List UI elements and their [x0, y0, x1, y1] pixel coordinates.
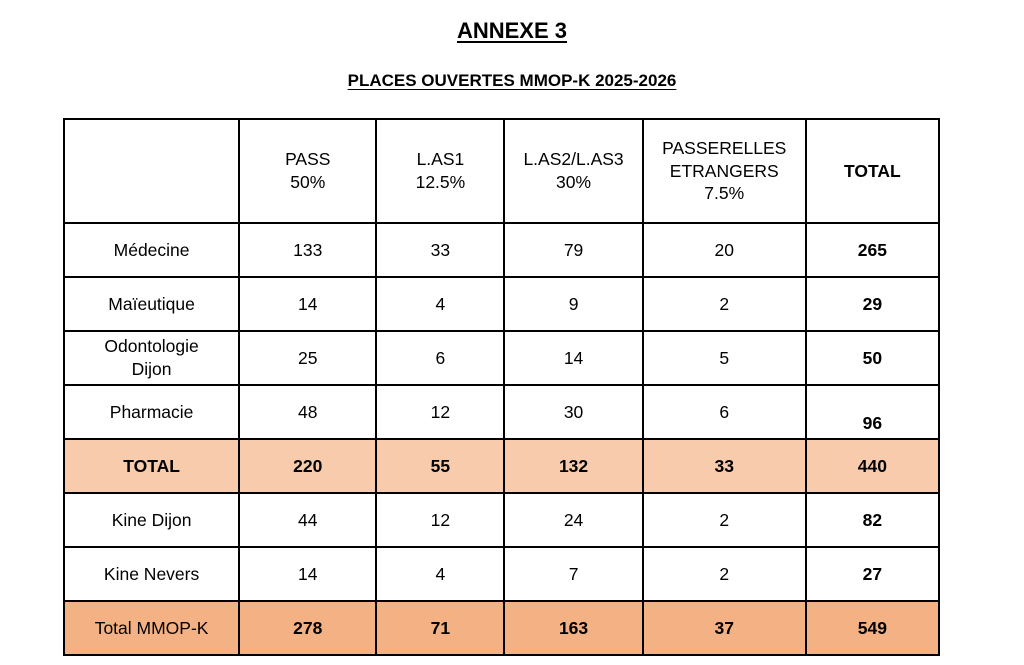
table-row-total-mmopk	[64, 601, 939, 655]
cell-las1: 55	[376, 439, 504, 493]
table-row-medecine	[64, 223, 939, 277]
table-header-row	[64, 119, 939, 223]
document-subtitle: PLACES OUVERTES MMOP-K 2025-2026	[347, 71, 677, 90]
header-total: TOTAL	[806, 119, 939, 223]
row-label-line-1: Odontologie	[104, 336, 199, 357]
table-row-maieutique	[64, 277, 939, 331]
cell-passerelles: 37	[643, 601, 806, 655]
row-label: Kine Nevers	[64, 547, 239, 601]
header-las1-percent: 12.5%	[415, 172, 466, 192]
cell-total: 265	[806, 223, 939, 277]
cell-las1: 6	[376, 331, 504, 385]
cell-pass: 133	[239, 223, 376, 277]
header-corner-cell	[64, 119, 239, 223]
table-row-odontologie	[64, 331, 939, 385]
table-row-total	[64, 439, 939, 493]
cell-total: 549	[806, 601, 939, 655]
row-label: TOTAL	[64, 439, 239, 493]
cell-las23: 30	[504, 385, 642, 439]
cell-total: 29	[806, 277, 939, 331]
header-pass-percent: 50%	[290, 172, 326, 192]
row-label	[64, 331, 239, 385]
cell-las1: 12	[376, 385, 504, 439]
cell-passerelles: 5	[643, 331, 806, 385]
cell-las23: 9	[504, 277, 642, 331]
header-passerelles	[643, 119, 806, 223]
header-las23-label: L.AS2/L.AS3	[523, 149, 624, 170]
table-row-kine-nevers	[64, 547, 939, 601]
cell-passerelles: 6	[643, 385, 806, 439]
header-las1-label: L.AS1	[416, 149, 465, 170]
row-label: Kine Dijon	[64, 493, 239, 547]
row-label: Total MMOP-K	[64, 601, 239, 655]
cell-passerelles: 2	[643, 277, 806, 331]
row-label: Pharmacie	[64, 385, 239, 439]
cell-passerelles: 2	[643, 547, 806, 601]
cell-pass: 14	[239, 277, 376, 331]
cell-las23: 132	[504, 439, 642, 493]
header-passerelles-label-2: ETRANGERS	[669, 160, 779, 181]
document-title: ANNEXE 3	[456, 18, 568, 43]
cell-total: 27	[806, 547, 939, 601]
cell-total: 82	[806, 493, 939, 547]
cell-las23: 79	[504, 223, 642, 277]
header-las23	[504, 119, 642, 223]
table-row-kine-dijon	[64, 493, 939, 547]
cell-pass: 220	[239, 439, 376, 493]
cell-las1: 12	[376, 493, 504, 547]
cell-total: 440	[806, 439, 939, 493]
header-pass-label: PASS	[285, 149, 331, 170]
header-las23-percent: 30%	[556, 172, 592, 192]
cell-las1: 4	[376, 277, 504, 331]
cell-passerelles: 20	[643, 223, 806, 277]
cell-las23: 7	[504, 547, 642, 601]
cell-las23: 14	[504, 331, 642, 385]
places-table	[63, 118, 940, 656]
cell-pass: 48	[239, 385, 376, 439]
header-pass	[239, 119, 376, 223]
cell-las23: 163	[504, 601, 642, 655]
table-row-pharmacie	[64, 385, 939, 439]
header-passerelles-percent: 7.5%	[704, 183, 745, 204]
cell-las1: 71	[376, 601, 504, 655]
cell-pass: 25	[239, 331, 376, 385]
row-label: Médecine	[64, 223, 239, 277]
row-label: Maïeutique	[64, 277, 239, 331]
cell-pass: 14	[239, 547, 376, 601]
cell-total: 50	[806, 331, 939, 385]
cell-pass: 44	[239, 493, 376, 547]
cell-passerelles: 33	[643, 439, 806, 493]
cell-passerelles: 2	[643, 493, 806, 547]
header-passerelles-label: PASSERELLES	[662, 137, 787, 158]
row-label-line-2: Dijon	[131, 359, 172, 379]
cell-las1: 4	[376, 547, 504, 601]
cell-las23: 24	[504, 493, 642, 547]
header-las1	[376, 119, 504, 223]
cell-total: 96	[806, 385, 939, 439]
cell-pass: 278	[239, 601, 376, 655]
cell-las1: 33	[376, 223, 504, 277]
